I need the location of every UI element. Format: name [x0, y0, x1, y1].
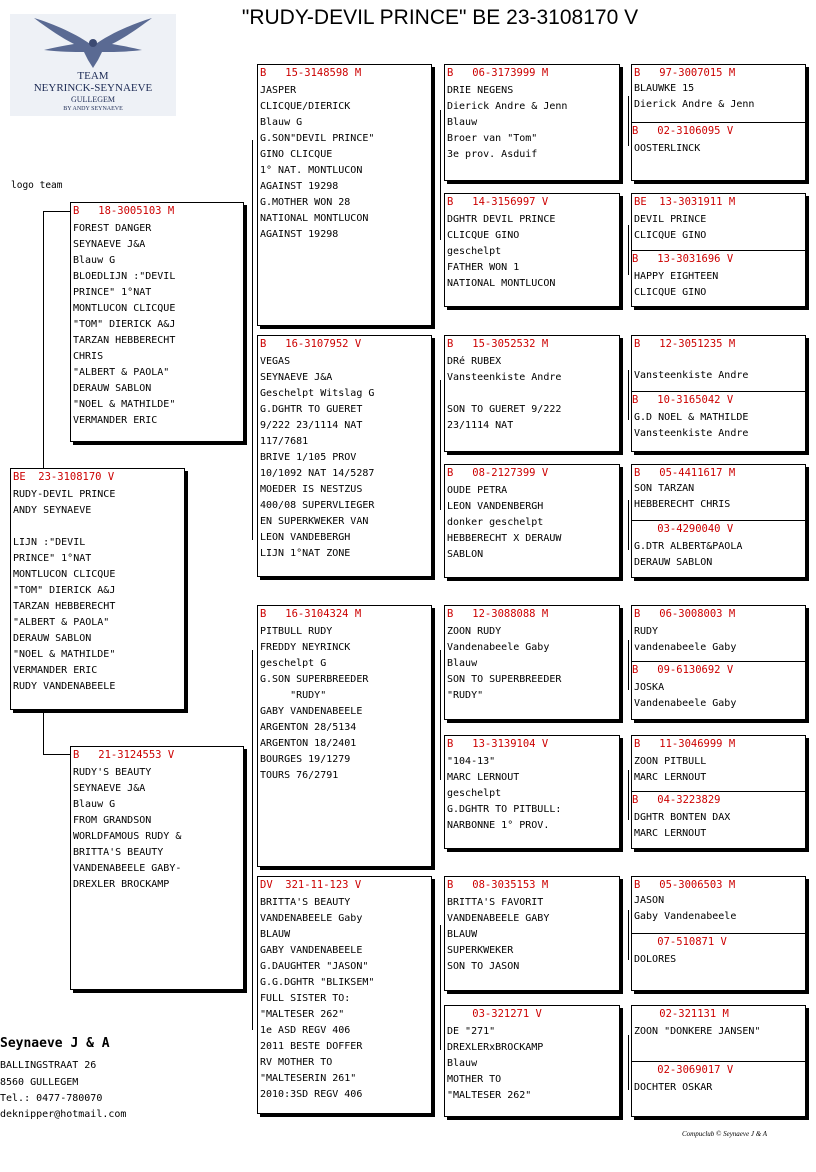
- connector-line: [252, 650, 253, 1030]
- connector-line: [628, 640, 629, 690]
- ring-number: B 06-3008003 M: [634, 608, 736, 620]
- ring-number: DV 321-11-123 V: [260, 879, 362, 891]
- pigeon-details: DE "271" DREXLERxBROCKAMP Blauw MOTHER TO "MALTESER 262": [447, 1026, 544, 1101]
- eagle-icon: [32, 16, 154, 72]
- great-great-grandparent-pair: [631, 64, 806, 181]
- connector-line: [252, 140, 253, 540]
- pigeon-details: RUDY vandenabeele Gaby: [634, 626, 737, 653]
- team-logo: [10, 14, 176, 116]
- pigeon-details: BLAUWKE 15 Dierick Andre & Jenn: [634, 83, 755, 110]
- ring-number: B 11-3046999 M: [634, 738, 736, 750]
- ring-number: B 14-3156997 V: [447, 196, 549, 208]
- connector-line: [628, 910, 629, 960]
- connector-line: [440, 925, 441, 1050]
- ring-number: B 05-3006503 M: [634, 879, 736, 891]
- pigeon-details: ZOON PITBULL MARC LERNOUT: [634, 756, 707, 783]
- ring-number: BE 23-3108170 V: [13, 471, 115, 483]
- ring-number: B 04-3223829: [632, 794, 721, 806]
- subject-pigeon-card: [10, 468, 185, 710]
- pigeon-details: RUDY-DEVIL PRINCE ANDY SEYNAEVE LIJN :"DEVIL PRINCE" 1°NAT MONTLUCON CLICQUE "TOM" DIERICK A&J TARZAN HEBBERECHT "ALBERT & PAOLA" DERAUW SABLON "NOEL & MATHILDE" VERMANDER ERIC RUDY VANDENABEELE: [13, 489, 116, 692]
- ring-number: B 13-3031696 V: [632, 253, 734, 265]
- ring-number: B 97-3007015 M: [634, 67, 736, 79]
- connector-line: [43, 754, 71, 755]
- logo-label: logo team: [11, 180, 63, 191]
- connector-line: [628, 96, 629, 146]
- great-great-grandparent-pair: [631, 1005, 806, 1117]
- connector-line: [43, 211, 71, 212]
- owner-address: BALLINGSTRAAT 26: [0, 1060, 97, 1071]
- great-grandparent-card: [444, 464, 620, 578]
- ring-number: B 08-3035153 M: [447, 879, 549, 891]
- pigeon-details: JASON Gaby Vandenabeele: [634, 895, 737, 922]
- sire-card: [70, 202, 244, 442]
- ring-number: 03-4290040 V: [632, 523, 734, 535]
- pigeon-details: SON TARZAN HEBBERECHT CHRIS: [634, 483, 731, 510]
- connector-line: [628, 225, 629, 275]
- ring-number: B 15-3052532 M: [447, 338, 549, 350]
- connector-line: [440, 650, 441, 780]
- pigeon-details: OUDE PETRA LEON VANDENBERGH donker geschelpt HEBBERECHT X DERAUW SABLON: [447, 485, 562, 560]
- connector-line: [43, 211, 44, 469]
- grandparent-card: [257, 64, 432, 326]
- pigeon-details: DGHTR BONTEN DAX MARC LERNOUT: [634, 812, 731, 839]
- great-grandparent-card: [444, 193, 620, 307]
- pigeon-details: JOSKA Vandenabeele Gaby: [634, 682, 737, 709]
- ring-number: B 09-6130692 V: [632, 664, 734, 676]
- pigeon-details: DOCHTER OSKAR: [634, 1082, 713, 1093]
- ring-number: B 12-3088088 M: [447, 608, 549, 620]
- ring-number: 07-510871 V: [632, 936, 727, 948]
- ring-number: B 08-2127399 V: [447, 467, 549, 479]
- footer-credit: Compuclub © Seynaeve J & A: [682, 1130, 768, 1138]
- great-grandparent-card: [444, 605, 620, 720]
- great-great-grandparent-pair: [631, 464, 806, 578]
- owner-city: 8560 GULLEGEM: [0, 1077, 79, 1088]
- connector-line: [628, 770, 629, 820]
- pigeon-details: HAPPY EIGHTEEN CLICQUE GINO: [634, 271, 719, 298]
- ring-number: B 16-3104324 M: [260, 608, 362, 620]
- grandparent-card: [257, 335, 432, 577]
- great-grandparent-card: [444, 335, 620, 452]
- ring-number: B 05-4411617 M: [634, 467, 736, 479]
- ring-number: B 13-3139104 V: [447, 738, 549, 750]
- owner-email: deknipper@hotmail.com: [0, 1109, 127, 1120]
- ring-number: B 18-3005103 M: [73, 205, 175, 217]
- ring-number: B 16-3107952 V: [260, 338, 362, 350]
- ring-number: B 06-3173999 M: [447, 67, 549, 79]
- connector-line: [628, 370, 629, 420]
- connector-line: [628, 1035, 629, 1090]
- grandparent-card: [257, 876, 432, 1114]
- great-great-grandparent-pair: [631, 605, 806, 720]
- connector-line: [43, 710, 44, 754]
- pigeon-details: PITBULL RUDY FREDDY NEYRINCK geschelpt G G.SON SUPERBREEDER "RUDY" GABY VANDENABEELE ARGENTON 28/5134 ARGENTON 18/2401 BOURGES 19/1279 TOURS 76/2791: [260, 626, 369, 781]
- pigeon-details: RUDY'S BEAUTY SEYNAEVE J&A Blauw G FROM GRANDSON WORLDFAMOUS RUDY & BRITTA'S BEAUTY VANDENABEELE GABY- DREXLER BROCKAMP: [73, 767, 182, 890]
- pigeon-details: DRIE NEGENS Dierick Andre & Jenn Blauw Broer van "Tom" 3e prov. Asduif: [447, 85, 568, 160]
- pigeon-details: BRITTA'S FAVORIT VANDENABEELE GABY BLAUW SUPERKWEKER SON TO JASON: [447, 897, 550, 972]
- pigeon-details: "104-13" MARC LERNOUT geschelpt G.DGHTR TO PITBULL: NARBONNE 1° PROV.: [447, 756, 562, 831]
- logo-line-2: NEYRINCK-SEYNAEVE: [33, 82, 153, 94]
- connector-line: [440, 110, 441, 240]
- ring-number: 03-321271 V: [447, 1008, 542, 1020]
- pigeon-details: ZOON RUDY Vandenabeele Gaby Blauw SON TO SUPERBREEDER "RUDY": [447, 626, 562, 701]
- pigeon-details: JASPER CLICQUE/DIERICK Blauw G G.SON"DEVIL PRINCE" GINO CLICQUE 1° NAT. MONTLUCON AGAINST 19298 G.MOTHER WON 28 NATIONAL MONTLUCON AGAINST 19298: [260, 85, 375, 240]
- ring-number: B 15-3148598 M: [260, 67, 362, 79]
- ring-number: BE 13-3031911 M: [634, 196, 736, 208]
- ring-number: B 12-3051235 M: [634, 338, 736, 350]
- dam-card: [70, 746, 244, 990]
- great-great-grandparent-pair: [631, 193, 806, 307]
- pigeon-details: ZOON "DONKERE JANSEN": [634, 1026, 761, 1037]
- pigeon-details: BRITTA'S BEAUTY VANDENABEELE Gaby BLAUW GABY VANDENABEELE G.DAUGHTER "JASON" G.G.DGHTR "BLIKSEM" FULL SISTER TO: "MALTESER 262" 1e ASD REGV 406 2011 BESTE DOFFER RV MOTHER TO "MALTESERIN 261" 2010:3SD REGV 406: [260, 897, 375, 1100]
- great-great-grandparent-pair: [631, 735, 806, 849]
- pigeon-details: G.D NOEL & MATHILDE Vansteenkiste Andre: [634, 412, 749, 439]
- page-title: "RUDY-DEVIL PRINCE" BE 23-3108170 V: [241, 6, 639, 29]
- ring-number: B 10-3165042 V: [632, 394, 734, 406]
- pigeon-details: DOLORES: [634, 954, 677, 965]
- connector-line: [628, 500, 629, 550]
- ring-number: B 21-3124553 V: [73, 749, 175, 761]
- logo-line-1: TEAM: [77, 70, 109, 82]
- pigeon-details: DEVIL PRINCE CLICQUE GINO: [634, 214, 707, 241]
- great-grandparent-card: [444, 735, 620, 849]
- great-grandparent-card: [444, 1005, 620, 1117]
- pigeon-details: OOSTERLINCK: [634, 143, 701, 154]
- ring-number: 02-3069017 V: [632, 1064, 734, 1076]
- pigeon-details: FOREST DANGER SEYNAEVE J&A Blauw G BLOEDLIJN :"DEVIL PRINCE" 1°NAT MONTLUCON CLICQUE "TOM" DIERICK A&J TARZAN HEBBERECHT CHRIS "ALBERT & PAOLA" DERAUW SABLON "NOEL & MATHILDE" VERMANDER ERIC: [73, 223, 176, 426]
- pigeon-details: VEGAS SEYNAEVE J&A Geschelpt Witslag G G.DGHTR TO GUERET 9/222 23/1114 NAT 117/7681 BRIVE 1/105 PROV 10/1092 NAT 14/5287 MOEDER IS NESTZUS 400/08 SUPERVLIEGER EN SUPERKWEKER VAN LEON VANDEBERGH LIJN 1°NAT ZONE: [260, 356, 375, 559]
- owner-phone: Tel.: 0477-780070: [0, 1093, 103, 1104]
- grandparent-card: [257, 605, 432, 867]
- pigeon-details: DRé RUBEX Vansteenkiste Andre SON TO GUERET 9/222 23/1114 NAT: [447, 356, 562, 431]
- pigeon-details: G.DTR ALBERT&PAOLA DERAUW SABLON: [634, 541, 743, 568]
- logo-line-4: BY ANDY SEYNAEVE: [63, 106, 123, 112]
- great-grandparent-card: [444, 876, 620, 991]
- great-grandparent-card: [444, 64, 620, 181]
- pigeon-details: DGHTR DEVIL PRINCE CLICQUE GINO geschelpt FATHER WON 1 NATIONAL MONTLUCON: [447, 214, 556, 289]
- great-great-grandparent-pair: [631, 876, 806, 991]
- ring-number: 02-321131 M: [634, 1008, 729, 1020]
- great-great-grandparent-pair: [631, 335, 806, 452]
- logo-line-3: GULLEGEM: [71, 95, 115, 104]
- ring-number: B 02-3106095 V: [632, 125, 734, 137]
- connector-line: [440, 380, 441, 510]
- pigeon-details: Vansteenkiste Andre: [634, 370, 749, 381]
- owner-name: Seynaeve J & A: [0, 1036, 110, 1051]
